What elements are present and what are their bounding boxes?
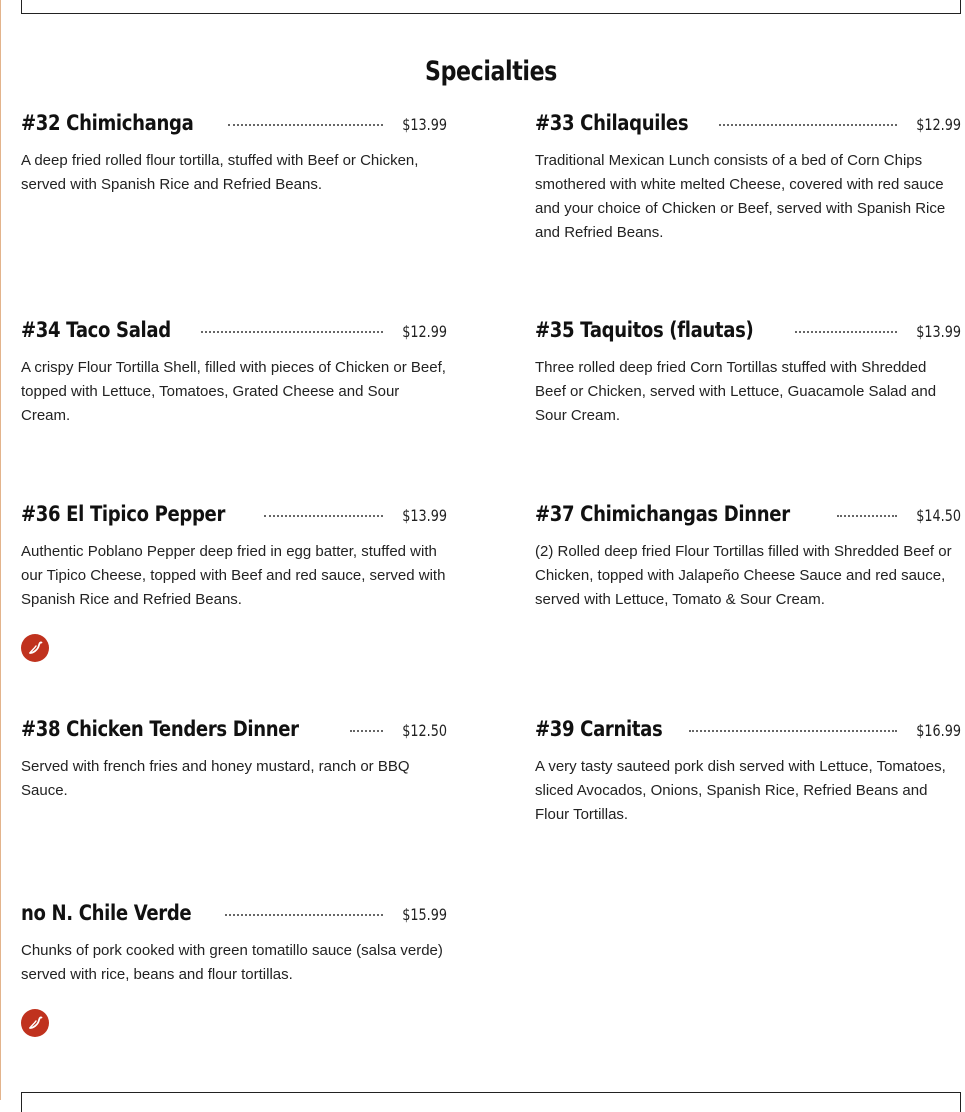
dotted-leader [689, 730, 897, 732]
item-name: #37 Chimichangas Dinner [535, 502, 790, 526]
item-description: Served with french fries and honey mustard, ranch or BBQ Sauce. [21, 758, 410, 799]
bottom-frame-border [21, 1092, 961, 1112]
item-description: (2) Rolled deep fried Flour Tortillas filled with Shredded Beef or Chicken, topped with Jalapeño Cheese Sauce and red sauce, served with Lettuce, Tomato & Sour Cream. [535, 543, 952, 608]
menu-item-36 [21, 502, 447, 612]
item-description: Authentic Poblano Pepper deep fried in egg batter, stuffed with our Tipico Cheese, topped with Beef and red sauce, served with Spanish Rice and Refried Beans. [21, 543, 446, 608]
item-description: Traditional Mexican Lunch consists of a bed of Corn Chips smothered with white melted Cheese, covered with red sauce and your choice of Chicken or Beef, served with Spanish Rice and Refried Beans. [535, 152, 946, 241]
item-name: #32 Chimichanga [21, 111, 194, 135]
menu-item-chile-verde [21, 901, 447, 987]
item-price: $13.99 [916, 322, 961, 341]
dotted-leader [264, 515, 383, 517]
item-price: $13.99 [402, 506, 447, 525]
menu-item-39 [535, 717, 961, 827]
dotted-leader [228, 124, 384, 126]
item-name: #36 El Tipico Pepper [21, 502, 226, 526]
item-name: #34 Taco Salad [21, 318, 171, 342]
item-name: no N. Chile Verde [21, 901, 192, 925]
item-name: #39 Carnitas [535, 717, 663, 741]
item-price: $13.99 [402, 115, 447, 134]
dotted-leader [350, 730, 383, 732]
item-description: A very tasty sauteed pork dish served with Lettuce, Tomatoes, sliced Avocados, Onions, Spanish Rice, Refried Beans and Flour Tortillas. [535, 758, 946, 823]
menu-item-37 [535, 502, 961, 612]
item-description: A crispy Flour Tortilla Shell, filled with pieces of Chicken or Beef, topped with Lettuce, Tomatoes, Grated Cheese and Sour Cream. [21, 359, 446, 424]
top-frame-border [21, 0, 961, 14]
item-price: $12.99 [402, 322, 447, 341]
chili-pepper-icon [21, 634, 49, 662]
dotted-leader [837, 515, 897, 517]
dotted-leader [201, 331, 383, 333]
dotted-leader [719, 124, 897, 126]
item-price: $12.99 [916, 115, 961, 134]
item-name: #38 Chicken Tenders Dinner [21, 717, 299, 741]
menu-item-35 [535, 318, 961, 428]
item-description: A deep fried rolled flour tortilla, stuffed with Beef or Chicken, served with Spanish Rice and Refried Beans. [21, 152, 419, 193]
item-price: $14.50 [916, 506, 961, 525]
dotted-leader [795, 331, 897, 333]
menu-item-32 [21, 111, 447, 197]
dotted-leader [225, 914, 383, 916]
item-description: Three rolled deep fried Corn Tortillas stuffed with Shredded Beef or Chicken, served with Lettuce, Guacamole Salad and Sour Cream. [535, 359, 937, 424]
item-price: $15.99 [402, 905, 447, 924]
section-title: Specialties [425, 56, 557, 87]
item-price: $16.99 [916, 721, 961, 740]
item-name: #35 Taquitos (flautas) [535, 318, 754, 342]
item-name: #33 Chilaquiles [535, 111, 689, 135]
menu-item-34 [21, 318, 447, 428]
chili-pepper-icon [21, 1009, 49, 1037]
menu-item-33 [535, 111, 961, 245]
item-price: $12.50 [402, 721, 447, 740]
menu-item-38 [21, 717, 447, 803]
item-description: Chunks of pork cooked with green tomatillo sauce (salsa verde) served with rice, beans and flour tortillas. [21, 942, 443, 983]
left-border-line [0, 0, 1, 1100]
